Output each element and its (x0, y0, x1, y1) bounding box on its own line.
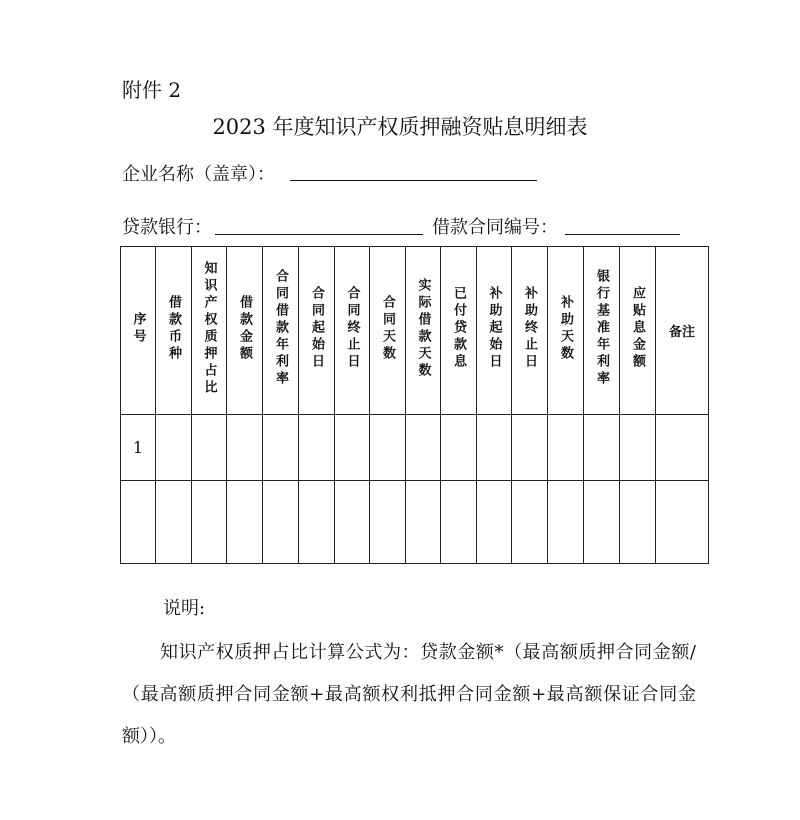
table-cell[interactable] (477, 415, 512, 481)
table-cell[interactable] (370, 415, 406, 481)
table-cell[interactable] (584, 415, 620, 481)
header-cell: 补助起始日 (477, 247, 512, 415)
table-cell[interactable] (192, 415, 227, 481)
table-cell[interactable] (121, 481, 156, 564)
header-cell: 合同借款年利率 (263, 247, 299, 415)
table-cell[interactable] (299, 415, 335, 481)
table-header-row (121, 247, 709, 415)
header-cell: 银行基准年利率 (584, 247, 620, 415)
table-cell[interactable] (620, 415, 656, 481)
contract-number-field[interactable] (565, 234, 680, 235)
bank-label: 贷款银行： (122, 217, 212, 238)
header-cell: 知识产权质押占比 (192, 247, 227, 415)
page-title: 2023 年度知识产权质押融资贴息明细表 (212, 115, 588, 139)
header-cell: 补助终止日 (512, 247, 548, 415)
table-cell[interactable] (512, 481, 548, 564)
table-cell[interactable] (299, 481, 335, 564)
bank-field[interactable] (215, 234, 423, 235)
header-cell: 借款币种 (156, 247, 192, 415)
table-cell[interactable] (370, 481, 406, 564)
table-cell[interactable] (656, 415, 709, 481)
note-body: 知识产权质押占比计算公式为：贷款金额*（最高额质押合同金额/（最高额质押合同金额+最高额权利抵押合同金额+最高额保证合同金额））。 (122, 642, 696, 747)
table-cell[interactable] (584, 481, 620, 564)
table-row (121, 415, 709, 481)
header-cell: 借款金额 (227, 247, 263, 415)
table-cell[interactable] (548, 481, 584, 564)
header-cell: 合同起始日 (299, 247, 335, 415)
table-cell[interactable] (477, 481, 512, 564)
table-cell[interactable] (263, 415, 299, 481)
table-cell[interactable] (192, 481, 227, 564)
table-cell[interactable] (156, 481, 192, 564)
subsidy-detail-table (120, 246, 709, 564)
table-cell[interactable] (263, 481, 299, 564)
table-cell[interactable] (620, 481, 656, 564)
contract-number-label: 借款合同编号： (432, 217, 558, 238)
table-cell[interactable] (406, 415, 441, 481)
table-cell[interactable] (512, 415, 548, 481)
header-cell: 合同天数 (370, 247, 406, 415)
table-cell[interactable] (441, 481, 477, 564)
table-cell: 1 (121, 415, 156, 481)
company-name-label: 企业名称（盖章）： (122, 164, 275, 185)
table-cell[interactable] (406, 481, 441, 564)
table-row (121, 481, 709, 564)
header-cell: 已付贷款息 (441, 247, 477, 415)
table-cell[interactable] (441, 415, 477, 481)
header-cell: 备注 (656, 247, 709, 415)
table-cell[interactable] (656, 481, 709, 564)
table-cell[interactable] (548, 415, 584, 481)
header-cell: 补助天数 (548, 247, 584, 415)
header-cell: 应贴息金额 (620, 247, 656, 415)
header-cell: 合同终止日 (335, 247, 370, 415)
company-name-field[interactable] (290, 180, 537, 181)
table-cell[interactable] (335, 481, 370, 564)
table-cell[interactable] (227, 481, 263, 564)
table-cell[interactable] (156, 415, 192, 481)
table-cell[interactable] (335, 415, 370, 481)
annex-label: 附件 2 (122, 78, 182, 102)
header-cell: 序号 (121, 247, 156, 415)
note-title: 说明: (163, 598, 206, 619)
header-cell: 实际借款天数 (406, 247, 441, 415)
table-cell[interactable] (227, 415, 263, 481)
